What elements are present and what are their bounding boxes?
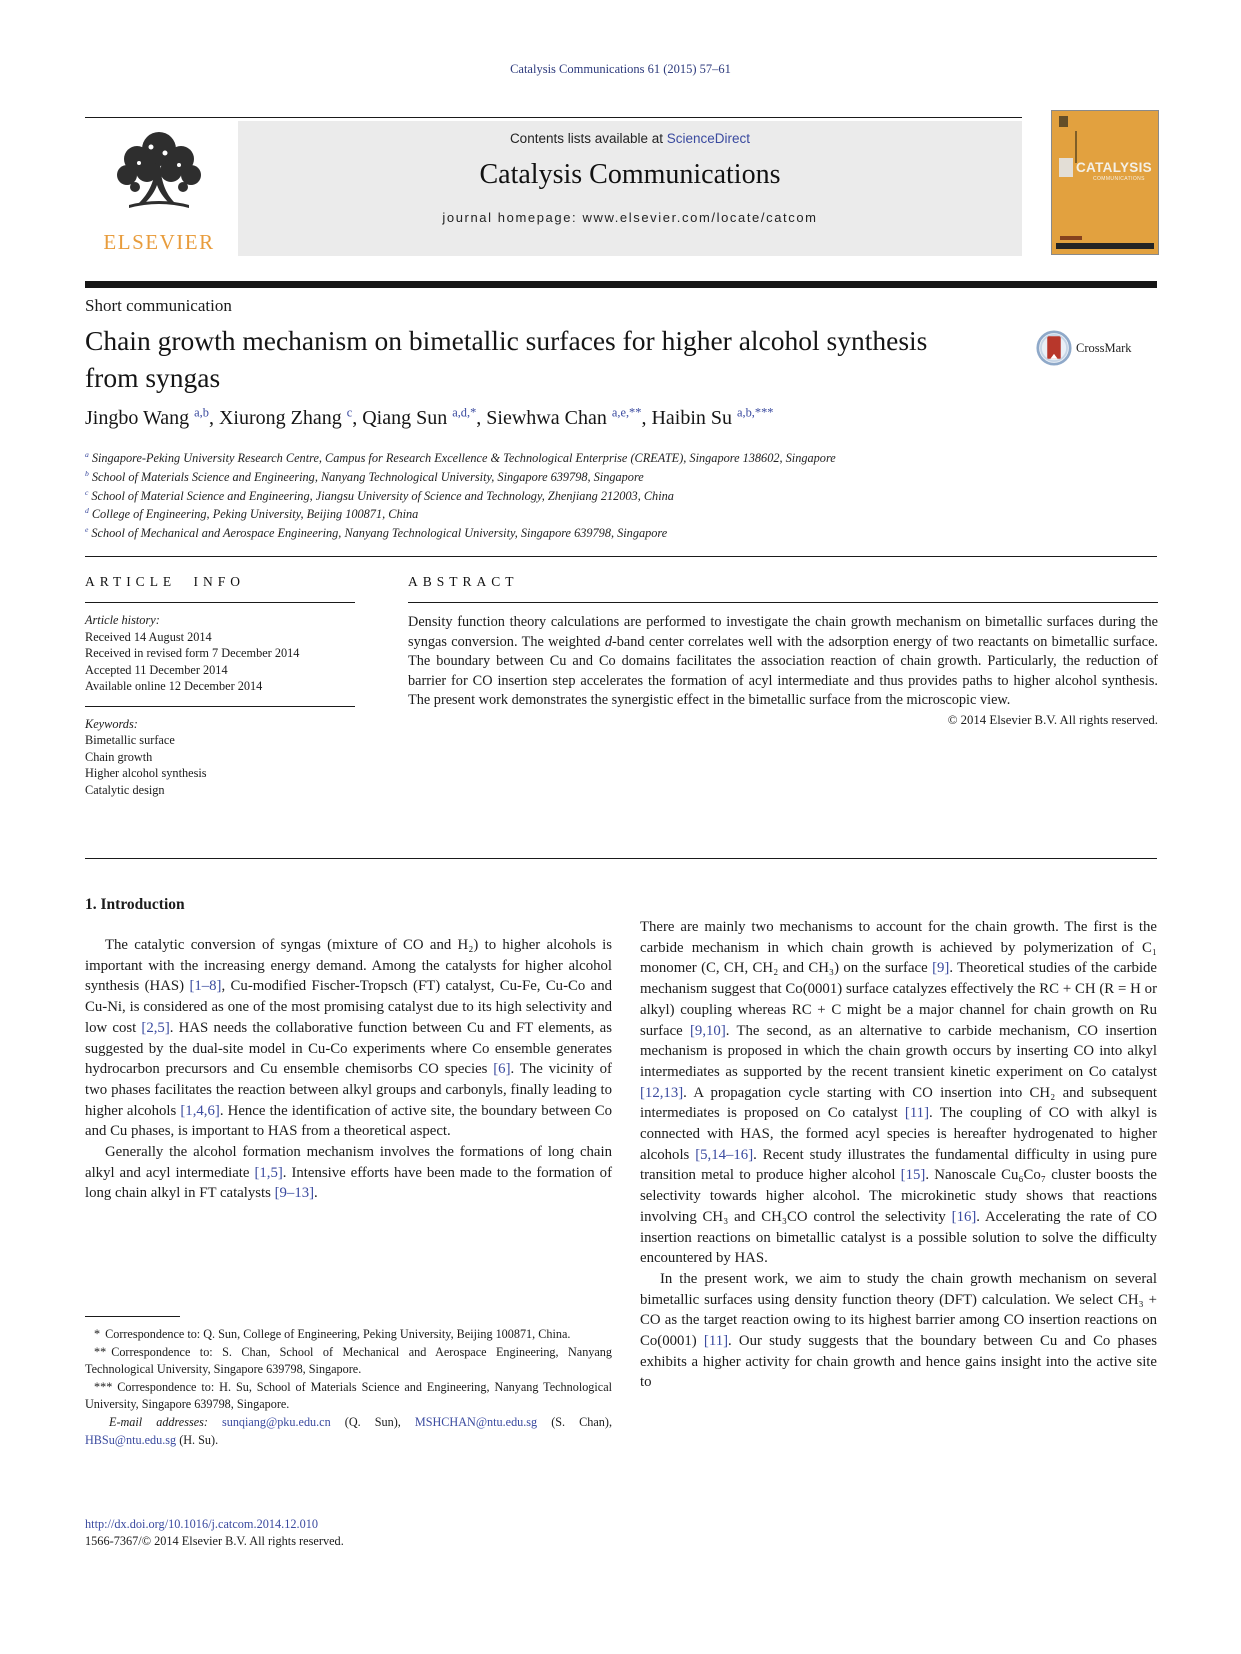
email-footnote: [85, 1414, 612, 1449]
citation-ref[interactable]: [2,5]: [141, 1019, 170, 1036]
contents-line: [238, 131, 1022, 146]
contents-line-text: Contents lists available at: [509, 131, 667, 146]
italic-run: E-mail addresses:: [109, 1414, 222, 1429]
header-block-divider: [85, 556, 1157, 557]
intro-paragraph-4: [640, 1269, 1157, 1393]
article-info-block: [85, 574, 355, 798]
journal-citation: Catalysis Communications 61 (2015) 57–61: [510, 62, 731, 76]
text-run: , Cu-modified Fischer-Tropsch (FT) catalyst, Cu-Fe, Cu-Co and Cu-Ni, is considered as one of the most promising catalyst due to its high selectivity and low cost: [85, 978, 612, 1036]
sciencedirect-link[interactable]: ScienceDirect: [666, 131, 751, 146]
text-run: Correspondence to: S. Chan, School of Mechanical and Aerospace Engineering, Nanyang Technological University, Singapore 639798, Singapore.: [85, 1344, 612, 1377]
text-run: . The vicinity of two phases facilitates the reaction between alkyl groups and carbonyls, finally leading to higher alcohols: [85, 1061, 612, 1119]
elsevier-logo[interactable]: [85, 121, 233, 256]
history-item: Received in revised form 7 December 2014: [85, 646, 300, 660]
body-column-left: [85, 896, 612, 1204]
abstract-copyright: © 2014 Elsevier B.V. All rights reserved.: [947, 712, 1158, 727]
affiliation-text: School of Materials Science and Engineering, Nanyang Technological University, Singapore 639798, Singapore: [91, 469, 644, 484]
footnote-block: [85, 1316, 612, 1449]
citation-ref[interactable]: [11]: [703, 1333, 729, 1350]
intro-paragraph-1: [85, 935, 612, 1142]
cover-publisher-mark: [1059, 116, 1068, 127]
affiliation-list: [85, 449, 1085, 543]
citation-ref[interactable]: [15]: [900, 1167, 926, 1184]
text-run: . Theoretical studies of the carbide mechanism suggest that Co(0001) surface catalyzes effectively the RC + CH (R = H or alkyl) coupling whereas RC + C might be a major channel for chain growth on Ru surface: [640, 960, 1157, 1039]
affiliation-label: c: [85, 487, 89, 497]
text-run: , Qiang Sun: [352, 407, 453, 429]
email-link[interactable]: MSHCHAN@ntu.edu.sg: [414, 1414, 538, 1429]
citation-ref[interactable]: [6]: [493, 1061, 511, 1078]
text-run: Generally the alcohol formation mechanism involves the formations of long chain alkyl and acyl intermediate: [85, 1144, 612, 1181]
article-history-label: Article history:: [85, 613, 160, 627]
text-run: (Q. Sun),: [330, 1414, 415, 1429]
text-run: In the present work, we aim to study the chain growth mechanism on several bimetallic surfaces using density function theory (DFT) calculation. We select CH₃ + CO as the target reaction owing to its highest barrier among CO insertion reactions on Co(0001): [640, 1270, 1157, 1350]
citation-ref[interactable]: [9–13]: [274, 1185, 315, 1202]
text-run: . Our study suggests that the boundary between Cu and Co phases exhibits a higher activity for chain growth and hence gains insight into the active site to: [640, 1333, 1157, 1391]
text-run: . A propagation cycle starting with CO insertion into CH₂ and subsequent intermediates is proposed on Co catalyst: [640, 1084, 1157, 1122]
elsevier-tree-icon: [99, 123, 219, 229]
affiliation-text: Singapore-Peking University Research Centre, Campus for Research Excellence & Technological Enterprise (CREATE), Singapore 138602, Singapore: [91, 451, 836, 465]
affiliation: [85, 468, 1085, 487]
keyword-item: Bimetallic surface: [85, 733, 175, 747]
superscript-label: a,b: [194, 405, 209, 420]
citation-ref[interactable]: [1,5]: [254, 1164, 283, 1181]
article-type-label: Short communication: [85, 296, 232, 315]
history-item: Available online 12 December 2014: [85, 679, 263, 693]
section-heading-introduction: 1. Introduction: [85, 896, 185, 913]
text-run: , Xiurong Zhang: [208, 407, 347, 429]
issn-copyright-line: 1566-7367/© 2014 Elsevier B.V. All rights reserved.: [85, 1534, 344, 1548]
author-line: [85, 407, 773, 430]
abstract-block: [408, 574, 1158, 728]
crossmark-icon: [1036, 330, 1072, 366]
citation-ref[interactable]: [11]: [904, 1105, 930, 1122]
superscript-label: a,e,**: [611, 405, 642, 420]
correspondence-footnote: [85, 1326, 612, 1344]
superscript-label: a,b,***: [737, 405, 774, 420]
correspondence-footnote: [85, 1344, 612, 1379]
text-run: . HAS needs the collaborative function between Cu and FT elements, as suggested by the dual-site model in Cu-Co experiments where Co ensemble generates hydrocarbon precursors and Cu ensemble chemisorbs CO species: [85, 1019, 612, 1078]
italic-run: d: [604, 633, 612, 650]
text-run: . Accelerating the rate of CO insertion reactions on bimetallic catalyst is a possible solution to solve the difficulty encountered by HAS.: [640, 1208, 1158, 1267]
intro-paragraph-2: [85, 1142, 612, 1204]
citation-ref[interactable]: [5,14–16]: [695, 1146, 754, 1163]
text-run: . Intensive efforts have been made to the formation of long chain alkyl in FT catalysts: [85, 1164, 613, 1202]
cover-note-mark: [1060, 236, 1082, 240]
text-run: Correspondence to: H. Su, School of Materials Science and Engineering, Nanyang Technological University, Singapore 639798, Singapore.: [85, 1379, 612, 1412]
crossmark-badge[interactable]: [1036, 330, 1132, 366]
keyword-item: Higher alcohol synthesis: [85, 766, 207, 780]
citation-ref[interactable]: [1–8]: [189, 978, 222, 995]
body-divider: [85, 858, 1157, 859]
header-divider: [85, 117, 1022, 118]
text-run: . The coupling of CO with alkyl is connected with HAS, the formed acyl species is hereafter hydrogenated to higher alcohols: [640, 1105, 1157, 1163]
citation-ref[interactable]: [12,13]: [640, 1084, 684, 1101]
doi-link[interactable]: http://dx.doi.org/10.1016/j.catcom.2014.12.010: [85, 1517, 319, 1531]
article-title: Chain growth mechanism on bimetallic surfaces for higher alcohol synthesis from syngas: [85, 325, 928, 393]
text-run: Density function theory calculations are performed to investigate the chain growth mechanism on bimetallic surfaces during the syngas conversion. The weighted: [408, 614, 1158, 650]
affiliation-label: a: [85, 449, 89, 459]
affiliation-label: e: [85, 525, 89, 535]
affiliation-text: School of Material Science and Engineering, Jiangsu University of Science and Technology, Zhenjiang 212003, China: [91, 488, 674, 503]
affiliation: [85, 449, 1085, 468]
affiliation-label: b: [85, 468, 89, 478]
article-info-heading-rule: [85, 602, 355, 603]
keyword-item: Catalytic design: [85, 782, 165, 797]
footnote-symbol: *: [94, 1327, 101, 1341]
article-info-heading: ARTICLE INFO: [85, 574, 246, 589]
text-run: , Haibin Su: [641, 407, 737, 429]
text-run: (H. Su).: [176, 1432, 219, 1447]
citation-ref[interactable]: [9]: [932, 960, 950, 977]
affiliation-text: College of Engineering, Peking University, Beijing 100871, China: [91, 507, 419, 522]
text-run: . Recent study illustrates the fundamental difficulty in using pure transition metal to produce higher alcohol: [640, 1146, 1157, 1184]
superscript-label: c: [346, 405, 353, 420]
affiliation-label: d: [85, 506, 89, 516]
abstract-text: [408, 613, 1158, 711]
crossmark-label: CrossMark: [1076, 340, 1132, 355]
keyword-item: Chain growth: [85, 749, 153, 764]
abstract-heading-rule: [408, 602, 1158, 603]
affiliation: [85, 524, 1085, 543]
citation-ref[interactable]: [9,10]: [690, 1022, 726, 1039]
intro-paragraph-3: [640, 917, 1157, 1269]
cover-letter-box: [1059, 158, 1073, 177]
email-link[interactable]: HBSu@ntu.edu.sg: [85, 1432, 177, 1447]
text-run: There are mainly two mechanisms to account for the chain growth. The first is the carbide mechanism in which chain growth is achieved by polymerization of C₁ monomer (C, CH, CH₂ and CH₃) on the surface: [640, 919, 1157, 977]
affiliation: [85, 505, 1085, 524]
footnote-symbol: ***: [94, 1379, 113, 1394]
section-divider-bar: [85, 281, 1157, 288]
journal-cover-thumbnail[interactable]: [1051, 110, 1159, 255]
cover-bottom-band: [1056, 243, 1154, 249]
cover-side-strip: [1075, 131, 1077, 163]
history-item: Received 14 August 2014: [85, 629, 212, 644]
keywords-label: Keywords:: [85, 716, 138, 731]
text-run: , Siewhwa Chan: [476, 407, 612, 429]
abstract-heading: ABSTRACT: [408, 574, 519, 589]
citation-ref[interactable]: [16]: [951, 1208, 977, 1225]
text-run: -band center correlates well with the adsorption energy of two reactants on bimetallic surface. The boundary between Cu and Co domains facilitates the association reaction of chain growth. Particularly, the reduction of barrier for CO insertion step accelerates the formation of acyl intermediate and thus provides paths to higher alcohol synthesis. The present work demonstrates the synergistic effect in the bimetallic surface from the microscopic view.: [408, 633, 1158, 708]
citation-ref[interactable]: [1,4,6]: [180, 1102, 220, 1119]
article-info-divider: [85, 706, 355, 707]
cover-journal-subtitle: COMMUNICATIONS: [1093, 176, 1145, 182]
email-link[interactable]: sunqiang@pku.edu.cn: [221, 1414, 331, 1429]
text-run: Correspondence to: Q. Sun, College of Engineering, Peking University, Beijing 100871, China.: [105, 1327, 571, 1341]
affiliation: [85, 487, 1085, 506]
text-run: .: [314, 1185, 318, 1202]
superscript-label: a,d,*: [452, 405, 477, 420]
footnote-rule: [85, 1316, 180, 1317]
text-run: . Nanoscale Cu₆Co₇ cluster boosts the selectivity towards higher alcohol. The microkinetic study shows that reactions involving CH₃ and CH₃CO control the selectivity: [640, 1167, 1157, 1225]
journal-homepage-link[interactable]: journal homepage: www.elsevier.com/locate/catcom: [442, 210, 818, 225]
text-run: Jingbo Wang: [85, 407, 195, 429]
journal-title: Catalysis Communications: [479, 159, 781, 190]
cover-journal-title: CATALYSIS: [1076, 160, 1152, 175]
doi-block: [85, 1516, 344, 1550]
correspondence-footnote: [85, 1379, 612, 1414]
elsevier-logo-label: ELSEVIER: [103, 230, 215, 254]
text-run: . Hence the identification of active site, the boundary between Co and Cu phases, is important to HAS from a theoretical aspect.: [85, 1102, 612, 1140]
text-run: (S. Chan),: [537, 1414, 612, 1429]
history-item: Accepted 11 December 2014: [85, 662, 228, 677]
text-run: The catalytic conversion of syngas (mixture of CO and H₂) to higher alcohols is important with the increasing energy demand. Among the catalysts for higher alcohol synthesis (HAS): [85, 937, 612, 995]
footnote-symbol: **: [94, 1344, 107, 1359]
text-run: . The second, as an alternative to carbide mechanism, CO insertion mechanism is proposed in which the chain growth occurs by inserting CO into alkyl intermediates as supported by the recent transient kinetic experiment on Co catalyst: [640, 1022, 1157, 1080]
journal-banner: [238, 121, 1022, 256]
affiliation-text: School of Mechanical and Aerospace Engineering, Nanyang Technological University, Singapore 639798, Singapore: [91, 526, 668, 541]
body-column-right: [640, 917, 1157, 1393]
